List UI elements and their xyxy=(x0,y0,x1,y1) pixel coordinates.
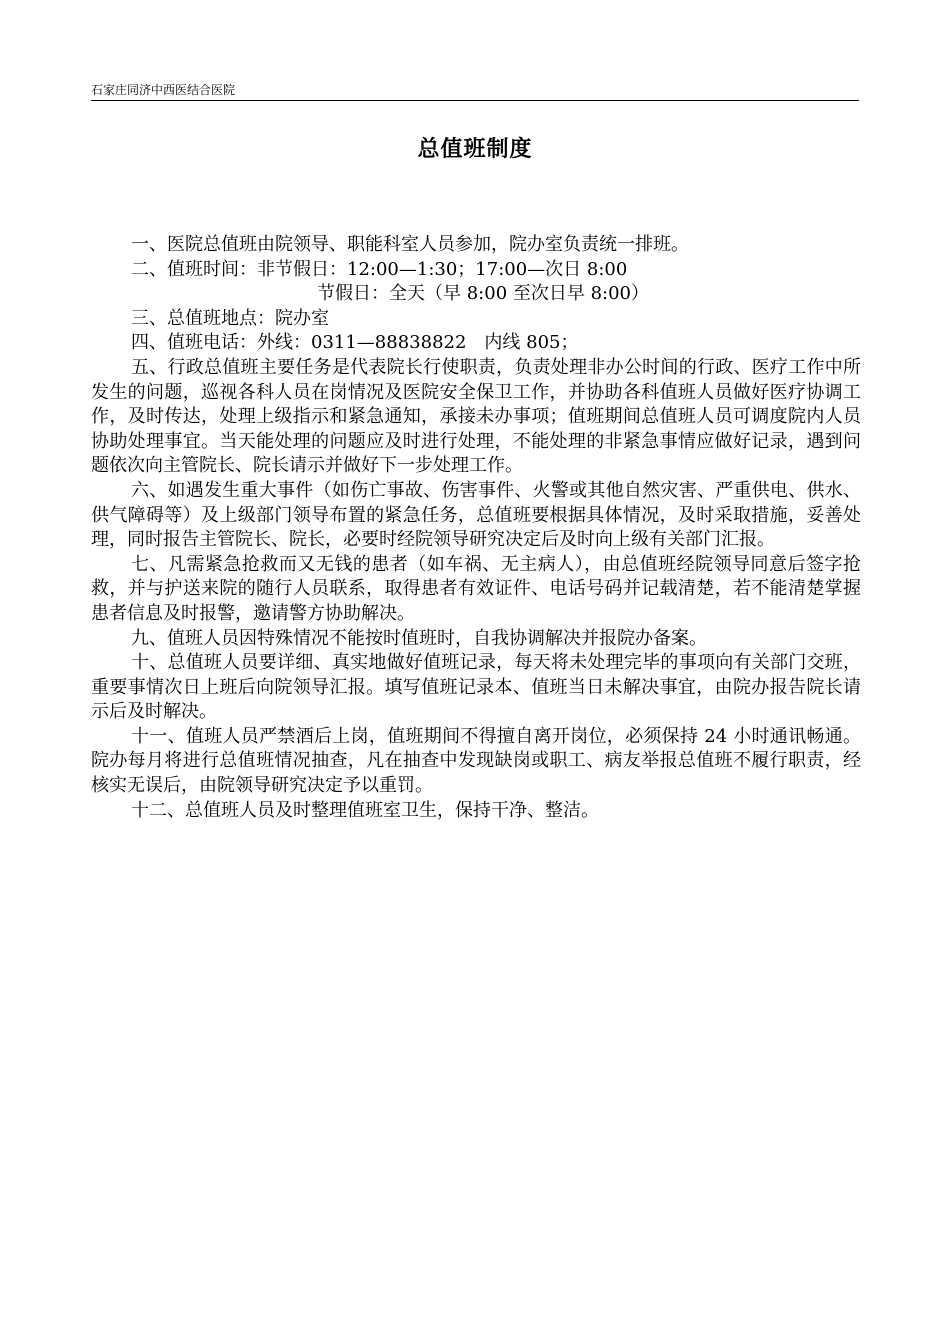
paragraph-5: 五、行政总值班主要任务是代表院长行使职责，负责处理非办公时间的行政、医疗工作中所发生的问题，巡视各科人员在岗情况及医院安全保卫工作，并协助各科值班人员做好医疗协调工作，及时传达，处理上级指示和紧急通知，承接未办事项；值班期间总值班人员可调度院内人员协助处理事宜。当天能处理的问题应及时进行处理，不能处理的非紧急事情应做好记录，遇到问题依次向主管院长、院长请示并做好下一步处理工作。 xyxy=(91,356,861,477)
paragraph-2: 二、值班时间：非节假日：12:00—1:30；17:00—次日 8:00 xyxy=(131,258,628,280)
document-title: 总值班制度 xyxy=(417,137,533,162)
paragraph-3: 三、总值班地点：院办室 xyxy=(131,307,329,329)
paragraph-7: 七、凡需紧急抢救而又无钱的患者（如车祸、无主病人），由总值班经院领导同意后签字抢救，并与护送来院的随行人员联系，取得患者有效证件、电话号码并记载清楚，若不能清楚掌握患者信息及时报警，邀请警方协助解决。 xyxy=(91,553,861,624)
paragraph-1: 一、医院总值班由院领导、职能科室人员参加，院办室负责统一排班。 xyxy=(131,234,689,255)
document-body xyxy=(91,233,861,823)
header-hospital-name: 石家庄同济中西医结合医院 xyxy=(91,83,236,97)
paragraph-9: 九、值班人员因特殊情况不能按时值班时，自我协调解决并报院办备案。 xyxy=(131,627,707,649)
paragraph-6: 六、如遇发生重大事件（如伤亡事故、伤害事件、火警或其他自然灾害、严重供电、供水、供气障碍等）及上级部门领导布置的紧急任务，总值班要根据具体情况，及时采取措施，妥善处理，同时报告主管院长、院长，必要时经院领导研究决定后及时向上级有关部门汇报。 xyxy=(91,479,861,551)
paragraph-11: 十一、值班人员严禁酒后上岗，值班期间不得擅自离开岗位，必须保持 24 小时通讯畅通。院办每月将进行总值班情况抽查，凡在抽查中发现缺岗或职工、病友举报总值班不履行职责，经核实无误后，由院领导研究决定予以重罚。 xyxy=(91,725,861,797)
page-header xyxy=(91,80,859,101)
paragraph-4: 四、值班电话：外线：0311—88838822 内线 805； xyxy=(131,332,579,354)
paragraph-10: 十、总值班人员要详细、真实地做好值班记录，每天将未处理完毕的事项向有关部门交班，重要事情次日上班后向院领导汇报。填写值班记录本、值班当日未解决事宜，由院办报告院长请示后及时解决。 xyxy=(91,652,861,723)
paragraph-12: 十二、总值班人员及时整理值班室卫生，保持干净、整洁。 xyxy=(131,799,599,821)
paragraph-2-holiday: 节假日：全天（早 8:00 至次日早 8:00） xyxy=(317,283,650,305)
